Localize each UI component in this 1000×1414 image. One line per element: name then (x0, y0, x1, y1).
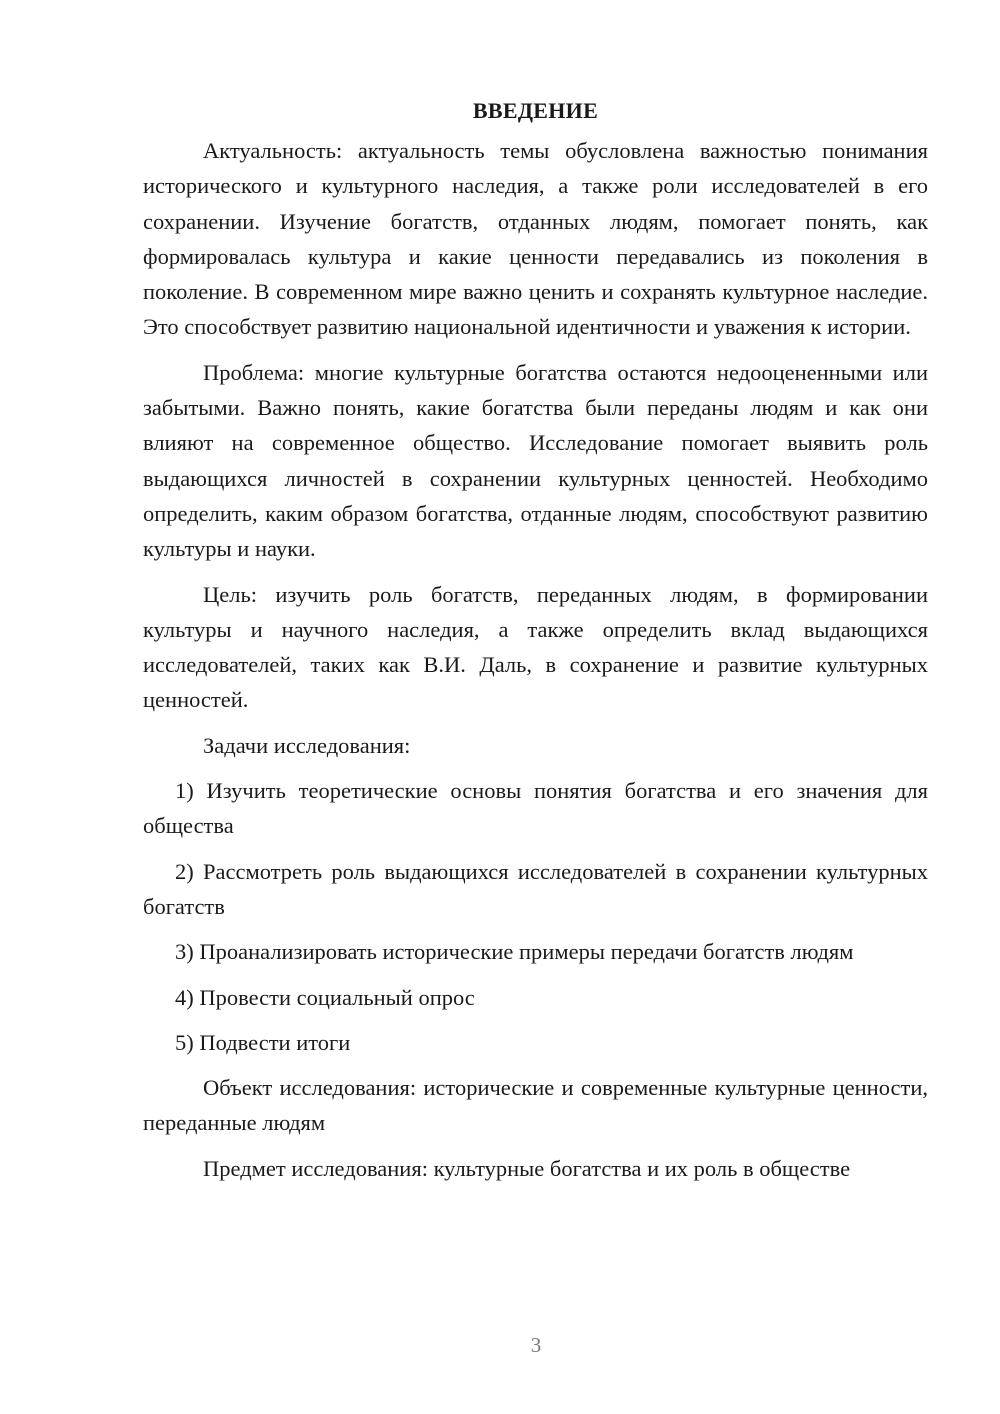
document-page (143, 92, 928, 1196)
task-item-5: 5) Подвести итоги (175, 1029, 351, 1055)
paragraph-goal: Цель: изучить роль богатств, переданных людям, в формировании культуры и научного наследия, а также определить вклад выдающихся исследователей, таких как В.И. Даль, в сохранение и развитие культурных ценностей. (143, 581, 928, 713)
task-item-3: 3) Проанализировать исторические примеры передачи богатств людям (175, 939, 854, 965)
task-item-2: 2) Рассмотреть роль выдающихся исследователей в сохранении культурных богатств (143, 858, 928, 919)
page-number: 3 (530, 1333, 542, 1357)
task-item-4: 4) Провести социальный опрос (175, 984, 475, 1010)
paragraph-subject: Предмет исследования: культурные богатства и их роль в обществе (203, 1155, 851, 1181)
paragraph-object: Объект исследования: исторические и современные культурные ценности, переданные людям (143, 1075, 928, 1136)
paragraph-relevance: Актуальность: актуальность темы обусловлена важностью понимания исторического и культурного наследия, а также роли исследователей в его сохранении. Изучение богатств, отданных людям, помогает понять, как формировалась культура и какие ценности передавались из поколения в поколение. В современном мире важно ценить и сохранять культурное наследие. Это способствует развитию национальной идентичности и уважения к истории. (143, 138, 928, 340)
paragraph-tasks-heading: Задачи исследования: (203, 732, 411, 758)
section-title: ВВЕДЕНИЕ (472, 98, 599, 123)
task-item-1: 1) Изучить теоретические основы понятия богатства и его значения для общества (143, 778, 928, 839)
paragraph-problem: Проблема: многие культурные богатства остаются недооцененными или забытыми. Важно понять, какие богатства были переданы людям и как они влияют на современное общество. Исследование помогает выявить роль выдающихся личностей в сохранении культурных ценностей. Необходимо определить, каким образом богатства, отданные людям, способствуют развитию культуры и науки. (143, 359, 928, 562)
